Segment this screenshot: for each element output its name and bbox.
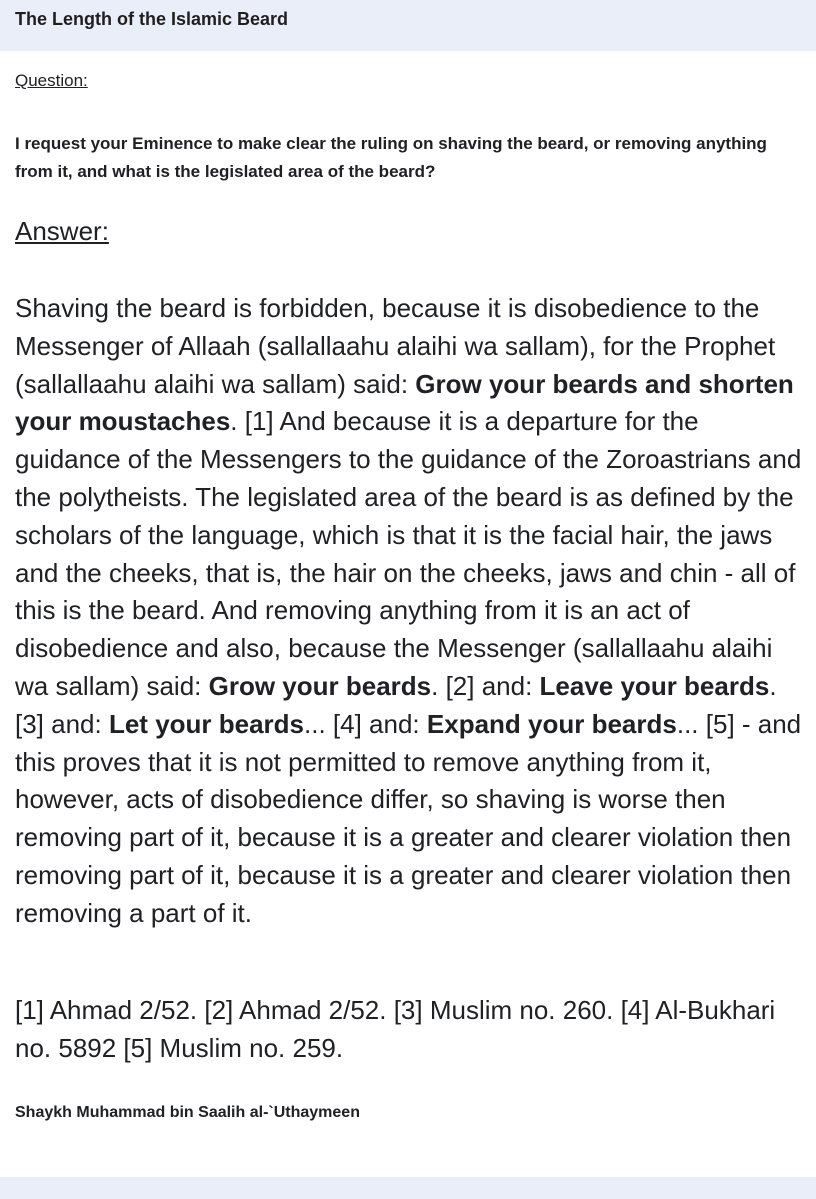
answer-text-segment: ... [5] - and this proves that it is not permitted to remove anything from it, however, acts of disobedience differ, so shaving is worse then removing part of it, because it is a greater and clearer violation then removing part of it, because it is a greater and clearer violation then removing a part of it. xyxy=(15,708,802,928)
author-attribution: Shaykh Muhammad bin Saalih al-`Uthaymeen xyxy=(15,1104,360,1121)
question-label: Question: xyxy=(15,71,88,90)
hadith-quote: Grow your beards and shorten your moustaches xyxy=(15,368,794,437)
answer-text-segment: ... [4] and: xyxy=(304,708,427,739)
answer-text-segment: Shaving the beard is forbidden, because it is disobedience to the Messenger of Allaah (sallallaahu alaihi wa sallam), for the Prophet (sallallaahu alaihi wa sallam) said: xyxy=(15,293,776,399)
header-bar xyxy=(0,0,816,51)
hadith-quote: Grow your beards xyxy=(208,670,432,701)
references: [1] Ahmad 2/52. [2] Ahmad 2/52. [3] Muslim no. 260. [4] Al-Bukhari no. 5892 [5] Muslim no. 259. xyxy=(15,995,776,1063)
hadith-quote: Leave your beards xyxy=(539,670,770,701)
hadith-quote: Expand your beards xyxy=(426,708,677,739)
hadith-quote: Let your beards xyxy=(108,708,305,739)
answer-body xyxy=(15,290,805,933)
answer-text-segment: . [1] And because it is a departure for the guidance of the Messengers to the guidance of the Zoroastrians and the polytheists. The legislated area of the beard is as defined by the scholars of the language, which is that it is the facial hair, the jaws and the cheeks, that is, the hair on the cheeks, jaws and chin - all of this is the beard. And removing anything from it is an act of disobedience and also, because the Messenger (sallallaahu alaihi wa sallam) said: xyxy=(15,406,802,701)
footer-bar xyxy=(0,1177,816,1199)
page-title: The Length of the Islamic Beard xyxy=(15,9,289,29)
question-text: I request your Eminence to make clear the ruling on shaving the beard, or removing anything from it, and what is the legislated area of the beard? xyxy=(15,134,767,181)
answer-text-segment: . [3] and: xyxy=(15,670,777,739)
answer-label: Answer: xyxy=(15,216,109,246)
answer-text-segment: . [2] and: xyxy=(431,670,540,701)
